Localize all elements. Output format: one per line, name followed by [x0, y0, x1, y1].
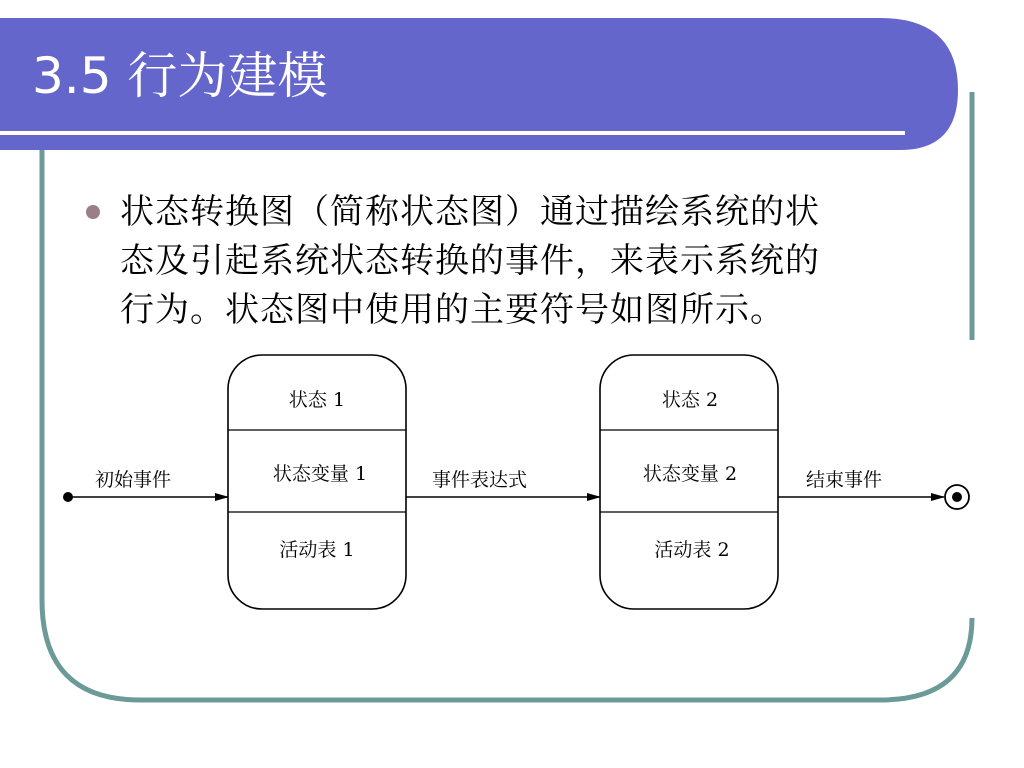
slide-title: 3.5 行为建模 [32, 47, 328, 105]
state-2-variable: 状态变量 2 [642, 463, 738, 485]
state-2-name: 状态 2 [661, 389, 719, 411]
bullet-line-2: 态及引起系统状态转换的事件，来表示系统的 [120, 241, 820, 281]
end-event-label: 结束事件 [806, 469, 883, 491]
state-2-activity: 活动表 2 [654, 539, 730, 561]
initial-event-label: 初始事件 [95, 469, 172, 491]
final-state-icon [945, 485, 969, 509]
transition-label: 事件表达式 [432, 469, 528, 491]
state-1-box [228, 355, 406, 609]
state-1-name: 状态 1 [288, 389, 346, 411]
bullet-line-1: 状态转换图（简称状态图）通过描绘系统的状 [120, 192, 820, 232]
state-2-box [600, 355, 778, 609]
bullet-line-3: 行为。状态图中使用的主要符号如图所示。 [120, 290, 785, 330]
state-1-variable: 状态变量 1 [272, 463, 368, 485]
state-1-activity: 活动表 1 [279, 539, 355, 561]
